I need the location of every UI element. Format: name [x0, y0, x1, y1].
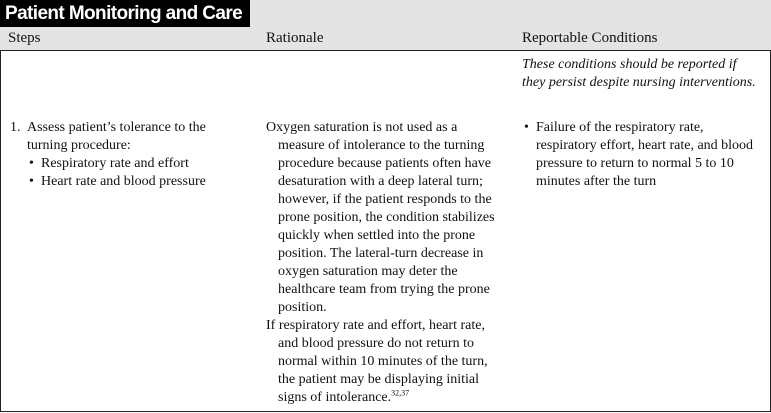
header-rationale: Rationale: [266, 30, 324, 46]
reportable-conditions: [522, 119, 757, 191]
rationale-paragraph: [266, 317, 506, 407]
list-item: • Heart rate and blood pressure: [27, 173, 240, 191]
header-steps: Steps: [8, 30, 41, 46]
section-title: Patient Monitoring and Care: [0, 0, 250, 27]
list-item: • Respiratory rate and effort: [27, 155, 240, 173]
rationale: [266, 119, 506, 407]
citation: 32,37: [391, 388, 410, 398]
step-1: [10, 119, 240, 191]
list-item: • Failure of the respiratory rate, respiratory effort, heart rate, and blood pressure to return to normal 5 to 10 minutes after the turn: [522, 119, 757, 191]
step-bullets: [10, 155, 240, 191]
step-text: Assess patient’s tolerance to the turning procedure:: [27, 120, 206, 153]
step-number: 1.: [10, 120, 21, 135]
reportable-note: These conditions should be reported if they persist despite nursing interventions.: [522, 57, 756, 90]
rationale-text: If respiratory rate and effort, heart rate, and blood pressure do not return to normal within 10 minutes of the turn, the patient may be displaying initial signs of intolerance.: [266, 318, 488, 405]
rationale-paragraph: Oxygen saturation is not used as a measure of intolerance to the turning procedure because patients often have desaturation with a deep lateral turn; however, if the patient responds to the prone position, the condition stabilizes quickly when settled into the prone position. The lateral-turn decrease in oxygen saturation may deter the healthcare team from trying the prone position.: [266, 120, 495, 315]
header-reportable: Reportable Conditions: [522, 30, 658, 46]
